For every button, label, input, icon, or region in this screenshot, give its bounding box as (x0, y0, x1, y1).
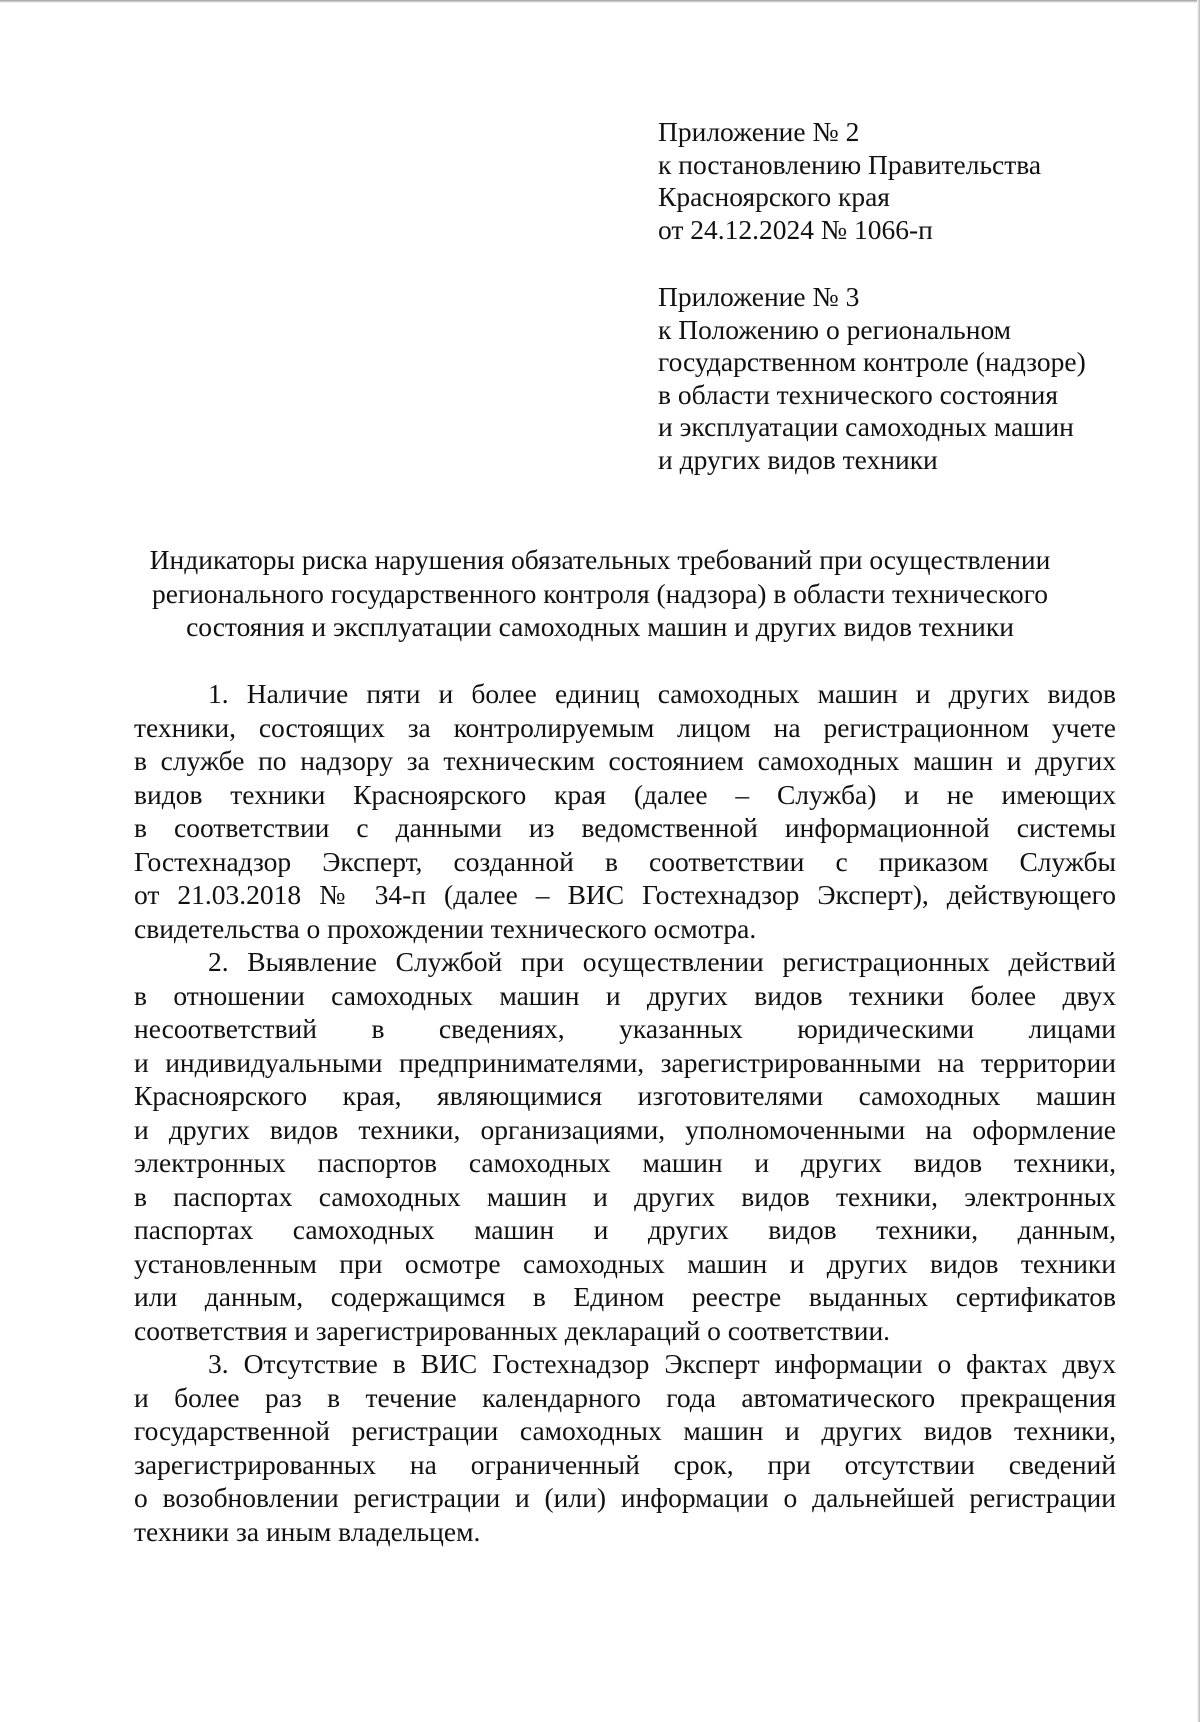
paragraph-line: соответствия и зарегистрированных деклараций о соответствии. (134, 1314, 891, 1346)
appendix-header-line: и других видов техники (658, 443, 938, 475)
appendix-header-line: и эксплуатации самоходных машин (658, 411, 1074, 442)
paragraph-1 (134, 677, 1116, 945)
paragraph-2 (134, 945, 1116, 1347)
paragraph-line: в службе по надзору за техническим состоянием самоходных машин и других (134, 745, 1116, 776)
document-title (100, 543, 1100, 644)
paragraph-line: 1. Наличие пяти и более единиц самоходных машин и других видов (208, 678, 1116, 709)
paragraph-line: электронных паспортов самоходных машин и других видов техники, (134, 1147, 1116, 1178)
scan-edge-top (0, 0, 1200, 3)
appendix-header-line: Приложение № 2 (658, 116, 860, 147)
paragraph-line: о возобновлении регистрации и (или) информации о дальнейшей регистрации (134, 1482, 1116, 1513)
title-line: регионального государственного контроля (надзора) в области технического (151, 577, 1049, 609)
paragraph-line: несоответствий в сведениях, указанных юридическими лицами (134, 1013, 1116, 1044)
title-line: состояния и эксплуатации самоходных машин и других видов техники (186, 611, 1014, 642)
paragraph-line: техники, состоящих за контролируемым лицом на регистрационном учете (134, 711, 1116, 743)
paragraph-3 (134, 1347, 1116, 1548)
paragraph-line: государственной регистрации самоходных машин и других видов техники, (134, 1415, 1116, 1446)
paragraph-line: и индивидуальными предпринимателями, зарегистрированными на территории (134, 1046, 1116, 1078)
appendix-header-2 (658, 116, 1041, 246)
paragraph-line: Красноярского края, являющимися изготовителями самоходных машин (134, 1080, 1116, 1111)
paragraph-line: в соответствии с данными из ведомственной информационной системы (134, 812, 1116, 843)
paragraph-line: или данным, содержащимся в Едином реестре выданных сертификатов (134, 1281, 1116, 1312)
paragraph-line: 3. Отсутствие в ВИС Гостехнадзор Эксперт информации о фактах двух (208, 1348, 1116, 1379)
appendix-header-line: к Положению о региональном (658, 313, 1012, 345)
paragraph-line: в паспортах самоходных машин и других видов техники, электронных (134, 1180, 1116, 1212)
appendix-header-3 (658, 281, 1086, 476)
paragraph-line: 2. Выявление Службой при осуществлении регистрационных действий (208, 946, 1116, 977)
paragraph-line: и других видов техники, организациями, уполномоченными на оформление (134, 1113, 1116, 1145)
paragraph-line: установленным при осмотре самоходных машин и других видов техники (134, 1247, 1116, 1279)
appendix-header-line: от 24.12.2024 № 1066-п (658, 213, 933, 245)
appendix-header-line: Приложение № 3 (658, 281, 860, 312)
paragraph-line: зарегистрированных на ограниченный срок, при отсутствии сведений (134, 1448, 1116, 1480)
appendix-header-line: Красноярского края (658, 181, 890, 212)
document-body (134, 677, 1116, 1548)
paragraph-line: свидетельства о прохождении технического осмотра. (134, 912, 757, 944)
paragraph-line: и более раз в течение календарного года автоматического прекращения (134, 1381, 1116, 1413)
appendix-header-line: к постановлению Правительства (658, 148, 1042, 180)
title-line: Индикаторы риска нарушения обязательных требований при осуществлении (149, 544, 1051, 575)
paragraph-line: Гостехнадзор Эксперт, созданной в соответствии с приказом Службы (134, 845, 1116, 877)
paragraph-line: в отношении самоходных машин и других видов техники более двух (134, 979, 1116, 1011)
appendix-header-line: государственном контроле (надзоре) (658, 346, 1086, 377)
paragraph-line: паспортах самоходных машин и других видов техники, данным, (134, 1214, 1116, 1245)
paragraph-line: видов техники Красноярского края (далее – Служба) и не имеющих (134, 778, 1116, 810)
paragraph-line: техники за иным владельцем. (134, 1515, 481, 1547)
appendix-header-line: в области технического состояния (658, 378, 1059, 410)
paragraph-line: от 21.03.2018 № 34-п (далее – ВИС Гостехнадзор Эксперт), действующего (134, 879, 1116, 910)
